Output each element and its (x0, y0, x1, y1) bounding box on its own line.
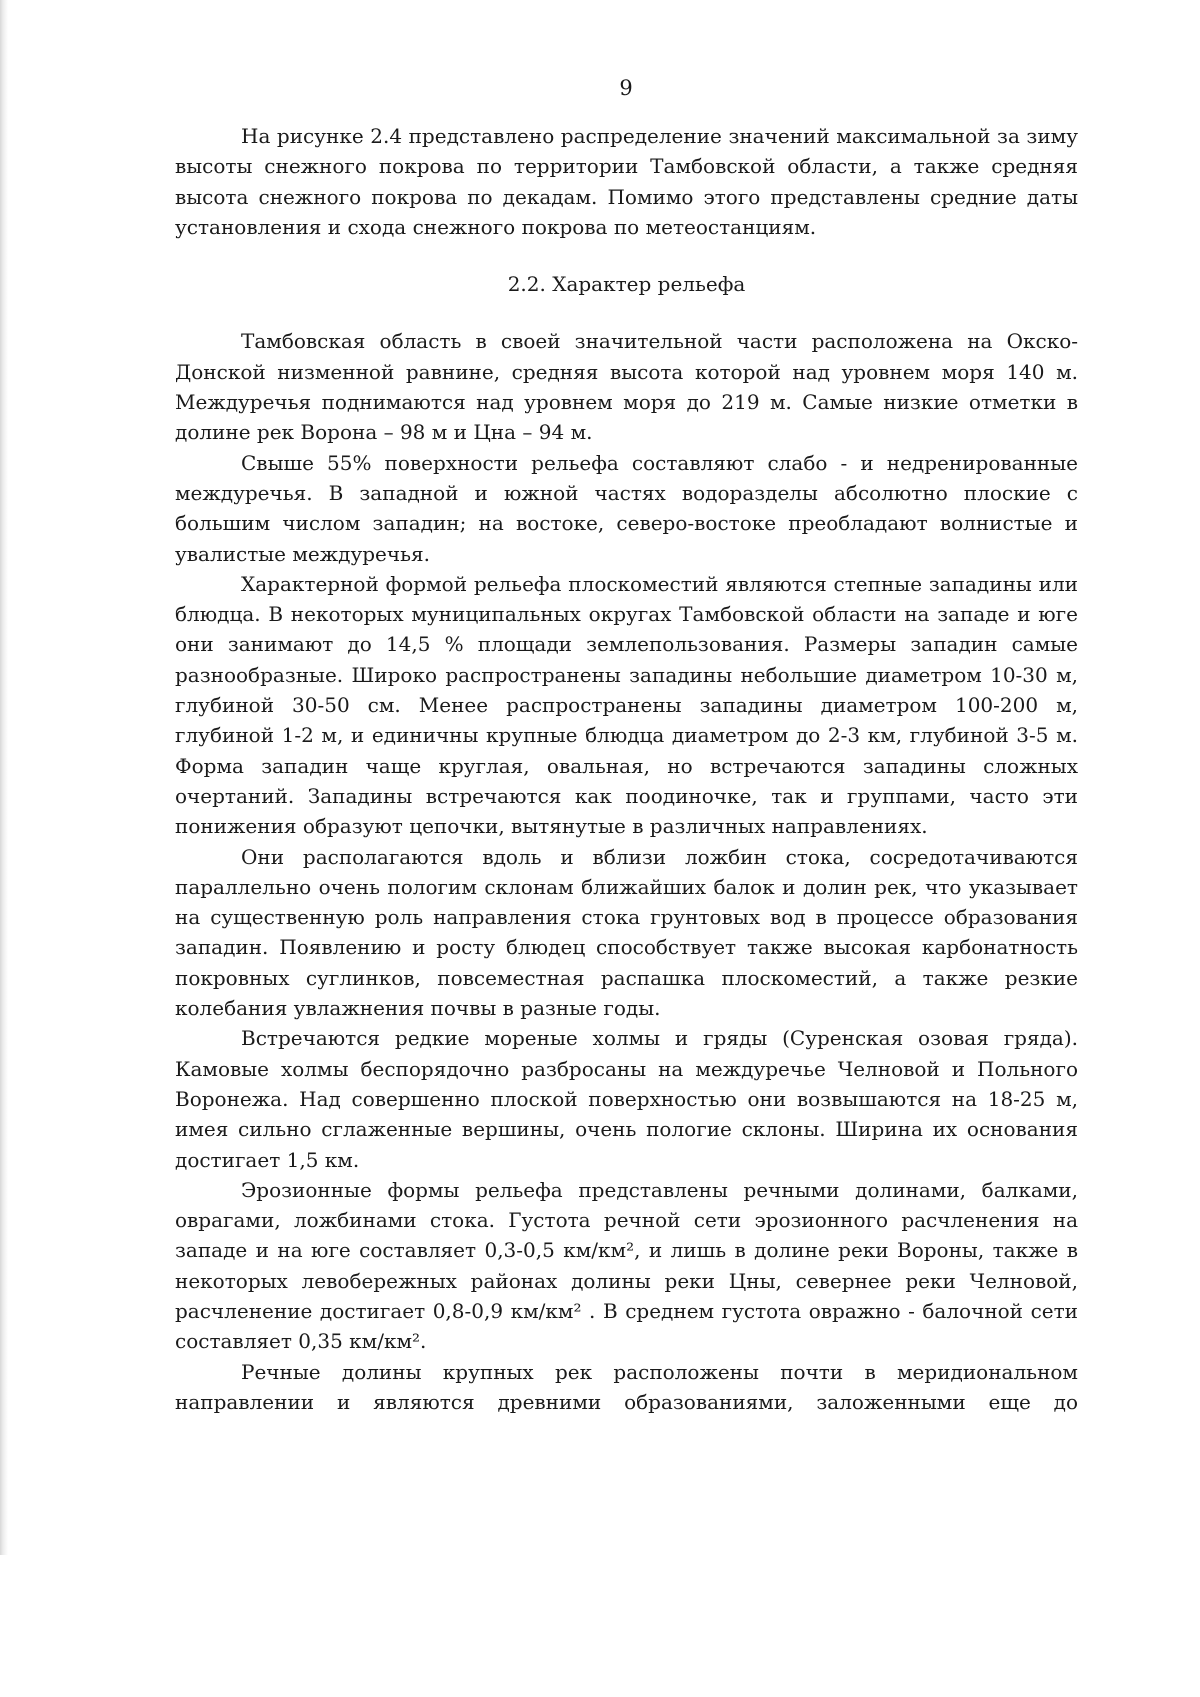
intro-paragraph: На рисунке 2.4 представлено распределение значений максимальной за зиму высоты снежного покрова по территории Тамбовской области, а также средняя высота снежного покрова по декадам. Помимо этого представлены средние даты установления и схода снежного покрова по метеостанциям. (175, 124, 1078, 239)
paragraph-depression-origin: Они располагаются вдоль и вблизи ложбин стока, сосредотачиваются параллельно очень пологим склонам ближайших балок и долин рек, что указывает на существенную роль направления стока грунтовых вод в процессе образования западин. Появлению и росту блюдец способствует также высокая карбонатность покровных суглинков, повсеместная распашка плоскоместий, а также резкие колебания увлажнения почвы в разные годы. (175, 844, 1078, 1021)
page-body (175, 121, 1078, 1417)
page-number: 9 (619, 76, 633, 100)
paragraph-steppe-depressions: Характерной формой рельефа плоскоместий являются степные западины или блюдца. В некоторых муниципальных округах Тамбовской области на западе и юге они занимают до 14,5 % площади землепользования. Размеры западин самые разнообразные. Широко распространены западины небольшие диаметром 10-30 м, глубиной 30-50 см. Менее распространены западины диаметром 100-200 м, глубиной 1-2 м, и единичны крупные блюдца диаметром до 2-3 км, глубиной 3-5 м. Форма западин чаще круглая, овальная, но встречаются западины сложных очертаний. Западины встречаются как поодиночке, так и группами, часто эти понижения образуют цепочки, вытянутые в различных направлениях. (175, 571, 1078, 839)
paragraph-moraine-hills: Встречаются редкие мореные холмы и гряды (Суренская озовая гряда). Камовые холмы беспорядочно разбросаны на междуречье Челновой и Польного Воронежа. Над совершенно плоской поверхностью они возвышаются на 18-25 м, имея сильно сглаженные вершины, очень пологие склоны. Ширина их основания достигает 1,5 км. (175, 1026, 1078, 1172)
scan-edge-shadow (0, 0, 8, 1555)
section-heading: 2.2. Характер рельефа (507, 272, 746, 297)
paragraph-erosion-forms: Эрозионные формы рельефа представлены речными долинами, балками, оврагами, ложбинами стока. Густота речной сети эрозионного расчленения на западе и на юге составляет 0,3-0,5 км/км², и лишь в долине реки Вороны, также в некоторых левобережных районах долины реки Цны, севернее реки Челновой, расчленение достигает 0,8-0,9 км/км² . В среднем густота овражно - балочной сети составляет 0,35 км/км². (175, 1177, 1078, 1354)
paragraph-relief-overview: Тамбовская область в своей значительной части расположена на Окско-Донской низменной равнине, средняя высота которой над уровнем моря 140 м. Междуречья поднимаются над уровнем моря до 219 м. Самые низкие отметки в долине рек Ворона – 98 м и Цна – 94 м. (175, 329, 1078, 445)
paragraph-interfluves: Свыше 55% поверхности рельефа составляют слабо - и недренированные междуречья. В западной и южной частях водоразделы абсолютно плоские с большим числом западин; на востоке, северо-востоке преобладают волнистые и увалистые междуречья. (175, 450, 1078, 566)
paragraph-river-valleys: Речные долины крупных рек расположены почти в меридиональном направлении и являются древними образованиями, заложенными еще до (175, 1359, 1078, 1414)
